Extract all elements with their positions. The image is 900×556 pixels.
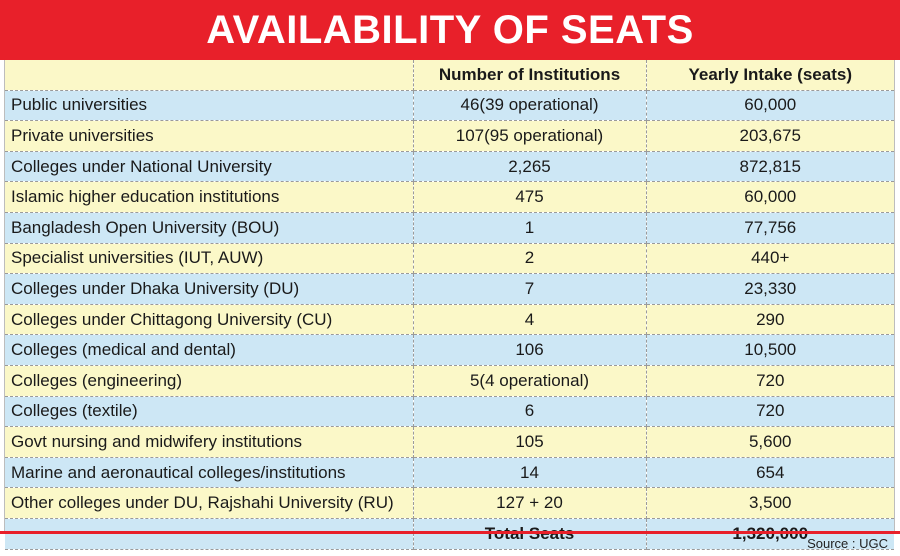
seats-table-container (4, 60, 895, 531)
table-row (5, 182, 894, 213)
row-intake: 5,600 (646, 427, 894, 458)
table-row (5, 304, 894, 335)
table-row (5, 457, 894, 488)
row-intake: 60,000 (646, 90, 894, 121)
seats-table (5, 60, 894, 550)
row-category: Govt nursing and midwifery institutions (5, 427, 413, 458)
row-intake: 203,675 (646, 121, 894, 152)
row-institutions: 107(95 operational) (413, 121, 646, 152)
row-institutions: 105 (413, 427, 646, 458)
row-intake: 60,000 (646, 182, 894, 213)
table-row (5, 90, 894, 121)
source-credit: Source : UGC (807, 536, 888, 551)
header-intake: Yearly Intake (seats) (646, 60, 894, 90)
header-institutions: Number of Institutions (413, 60, 646, 90)
row-category: Colleges under Chittagong University (CU) (5, 304, 413, 335)
row-category: Colleges under National University (5, 151, 413, 182)
row-intake: 10,500 (646, 335, 894, 366)
row-intake: 23,330 (646, 274, 894, 305)
row-institutions: 106 (413, 335, 646, 366)
row-intake: 654 (646, 457, 894, 488)
table-row (5, 274, 894, 305)
row-category: Other colleges under DU, Rajshahi University (RU) (5, 488, 413, 519)
row-intake: 720 (646, 396, 894, 427)
bottom-divider (0, 531, 900, 534)
title-banner: AVAILABILITY OF SEATS (0, 0, 900, 60)
row-institutions: 14 (413, 457, 646, 488)
header-row (5, 60, 894, 90)
row-intake: 872,815 (646, 151, 894, 182)
row-institutions: 5(4 operational) (413, 365, 646, 396)
row-intake: 3,500 (646, 488, 894, 519)
row-category: Colleges (medical and dental) (5, 335, 413, 366)
row-category: Islamic higher education institutions (5, 182, 413, 213)
row-intake: 77,756 (646, 212, 894, 243)
row-intake: 290 (646, 304, 894, 335)
row-institutions: 46(39 operational) (413, 90, 646, 121)
table-row (5, 121, 894, 152)
row-institutions: 6 (413, 396, 646, 427)
row-category: Colleges under Dhaka University (DU) (5, 274, 413, 305)
row-institutions: 475 (413, 182, 646, 213)
row-category: Bangladesh Open University (BOU) (5, 212, 413, 243)
row-institutions: 4 (413, 304, 646, 335)
row-intake: 720 (646, 365, 894, 396)
table-row (5, 335, 894, 366)
table-row (5, 243, 894, 274)
table-row (5, 488, 894, 519)
table-body (5, 90, 894, 549)
row-institutions: 2 (413, 243, 646, 274)
table-row (5, 212, 894, 243)
row-institutions: 2,265 (413, 151, 646, 182)
header-category (5, 60, 413, 90)
table-row (5, 396, 894, 427)
row-category: Specialist universities (IUT, AUW) (5, 243, 413, 274)
row-institutions: 127 + 20 (413, 488, 646, 519)
table-row (5, 365, 894, 396)
row-category: Private universities (5, 121, 413, 152)
row-institutions: 1 (413, 212, 646, 243)
row-category: Colleges (engineering) (5, 365, 413, 396)
row-institutions: 7 (413, 274, 646, 305)
row-category: Public universities (5, 90, 413, 121)
row-intake: 440+ (646, 243, 894, 274)
row-category: Colleges (textile) (5, 396, 413, 427)
row-category: Marine and aeronautical colleges/institutions (5, 457, 413, 488)
table-row (5, 427, 894, 458)
table-row (5, 151, 894, 182)
